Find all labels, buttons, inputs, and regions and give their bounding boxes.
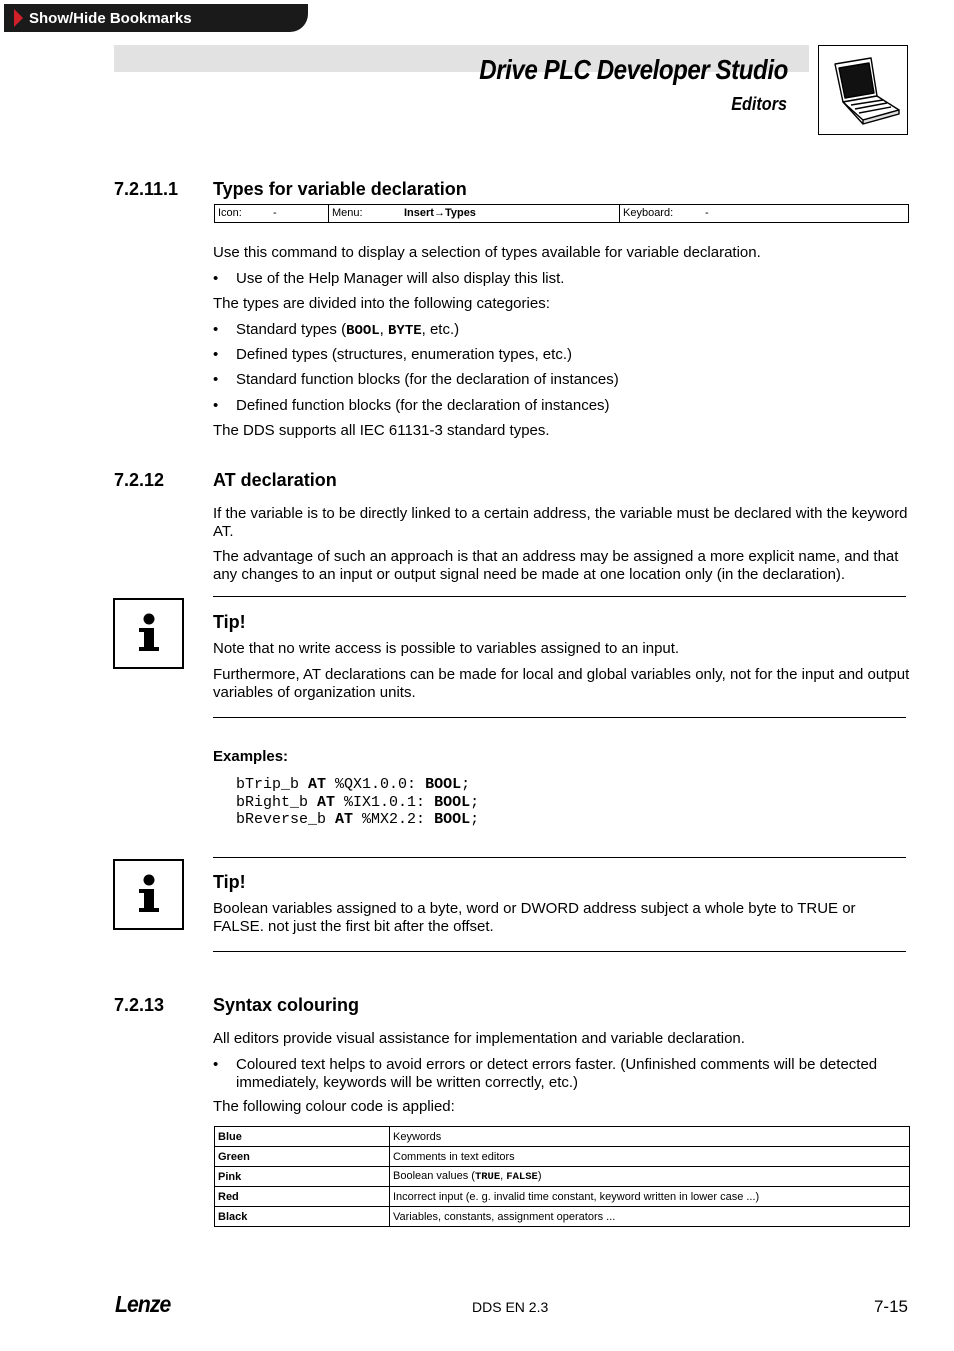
colour-cell: Black [215, 1207, 390, 1227]
paragraph: Use this command to display a selection of types available for variable declaration. [213, 244, 761, 261]
meaning-cell: Boolean values (TRUE, FALSE) [390, 1167, 910, 1187]
paragraph: Note that no write access is possible to variables assigned to an input. [213, 640, 680, 657]
code-line: bRight_b AT %IX1.0.1: BOOL; [236, 793, 480, 811]
keyboard-label: Keyboard: [623, 207, 674, 219]
examples-heading: Examples: [213, 748, 289, 765]
command-info-table [214, 204, 909, 223]
colour-code-table [214, 1126, 910, 1227]
colour-cell: Pink [215, 1167, 390, 1187]
info-icon [113, 859, 184, 930]
meaning-cell: Incorrect input (e. g. invalid time constant, keyword written in lower case ...) [390, 1187, 910, 1207]
meaning-cell: Keywords [390, 1127, 910, 1147]
info-icon [113, 598, 184, 669]
section-number: 7.2.13 [114, 995, 165, 1015]
divider [213, 857, 906, 858]
meaning-cell: Variables, constants, assignment operators ... [390, 1207, 910, 1227]
divider [213, 951, 906, 952]
code-line: bTrip_b AT %QX1.0.0: BOOL; [236, 776, 471, 793]
code-block [236, 776, 479, 829]
icon-value: - [273, 207, 277, 219]
paragraph: The types are divided into the following categories: [213, 295, 550, 312]
section-title: AT declaration [213, 470, 337, 490]
paragraph: The advantage of such an approach is that an address may be assigned a more explicit name, and that any changes to an input or output signal need be made at one location only (in the declaration). [213, 548, 899, 583]
keyboard-value: - [705, 207, 709, 219]
laptop-icon [818, 45, 908, 135]
paragraph: The following colour code is applied: [213, 1098, 455, 1115]
paragraph: Furthermore, AT declarations can be made for local and global variables only, not for the input and output variables of organization units. [213, 666, 910, 701]
divider [213, 596, 906, 597]
section-number: 7.2.11.1 [114, 179, 179, 199]
table-row [215, 1207, 910, 1227]
colour-cell: Blue [215, 1127, 390, 1147]
document-id: DDS EN 2.3 [472, 1299, 549, 1315]
table-row [215, 1127, 910, 1147]
divider [213, 717, 906, 718]
bookmark-tab-label: Show/Hide Bookmarks [29, 9, 192, 27]
icon-label: Icon: [218, 207, 242, 219]
section-title: Types for variable declaration [213, 179, 467, 199]
paragraph: If the variable is to be directly linked to a certain address, the variable must be declared with the keyword AT. [213, 505, 908, 540]
table-row [215, 1187, 910, 1207]
paragraph: The DDS supports all IEC 61131-3 standard types. [213, 422, 550, 439]
menu-value: Insert→Types [404, 207, 476, 219]
triangle-right-icon [14, 9, 23, 27]
lenze-logo: Lenze [115, 1291, 171, 1317]
menu-label: Menu: [332, 207, 363, 219]
colour-cell: Red [215, 1187, 390, 1207]
paragraph: All editors provide visual assistance for implementation and variable declaration. [213, 1030, 745, 1047]
tip-heading: Tip! [213, 612, 246, 632]
table-row [215, 1167, 910, 1187]
page-number: 7-15 [873, 1297, 908, 1316]
show-hide-bookmarks-button[interactable] [4, 4, 308, 32]
colour-cell: Green [215, 1147, 390, 1167]
meaning-cell: Comments in text editors [390, 1147, 910, 1167]
paragraph: Boolean variables assigned to a byte, word or DWORD address subject a whole byte to TRUE or FALSE. not just the first bit after the offset. [213, 900, 856, 935]
code-line: bReverse_b AT %MX2.2: BOOL; [236, 811, 480, 828]
header-title: Drive PLC Developer Studio [479, 54, 788, 85]
table-row [215, 1147, 910, 1167]
tip-heading: Tip! [213, 872, 246, 892]
section-number: 7.2.12 [114, 470, 165, 490]
header-subtitle: Editors [731, 94, 787, 114]
section-title: Syntax colouring [213, 995, 360, 1015]
